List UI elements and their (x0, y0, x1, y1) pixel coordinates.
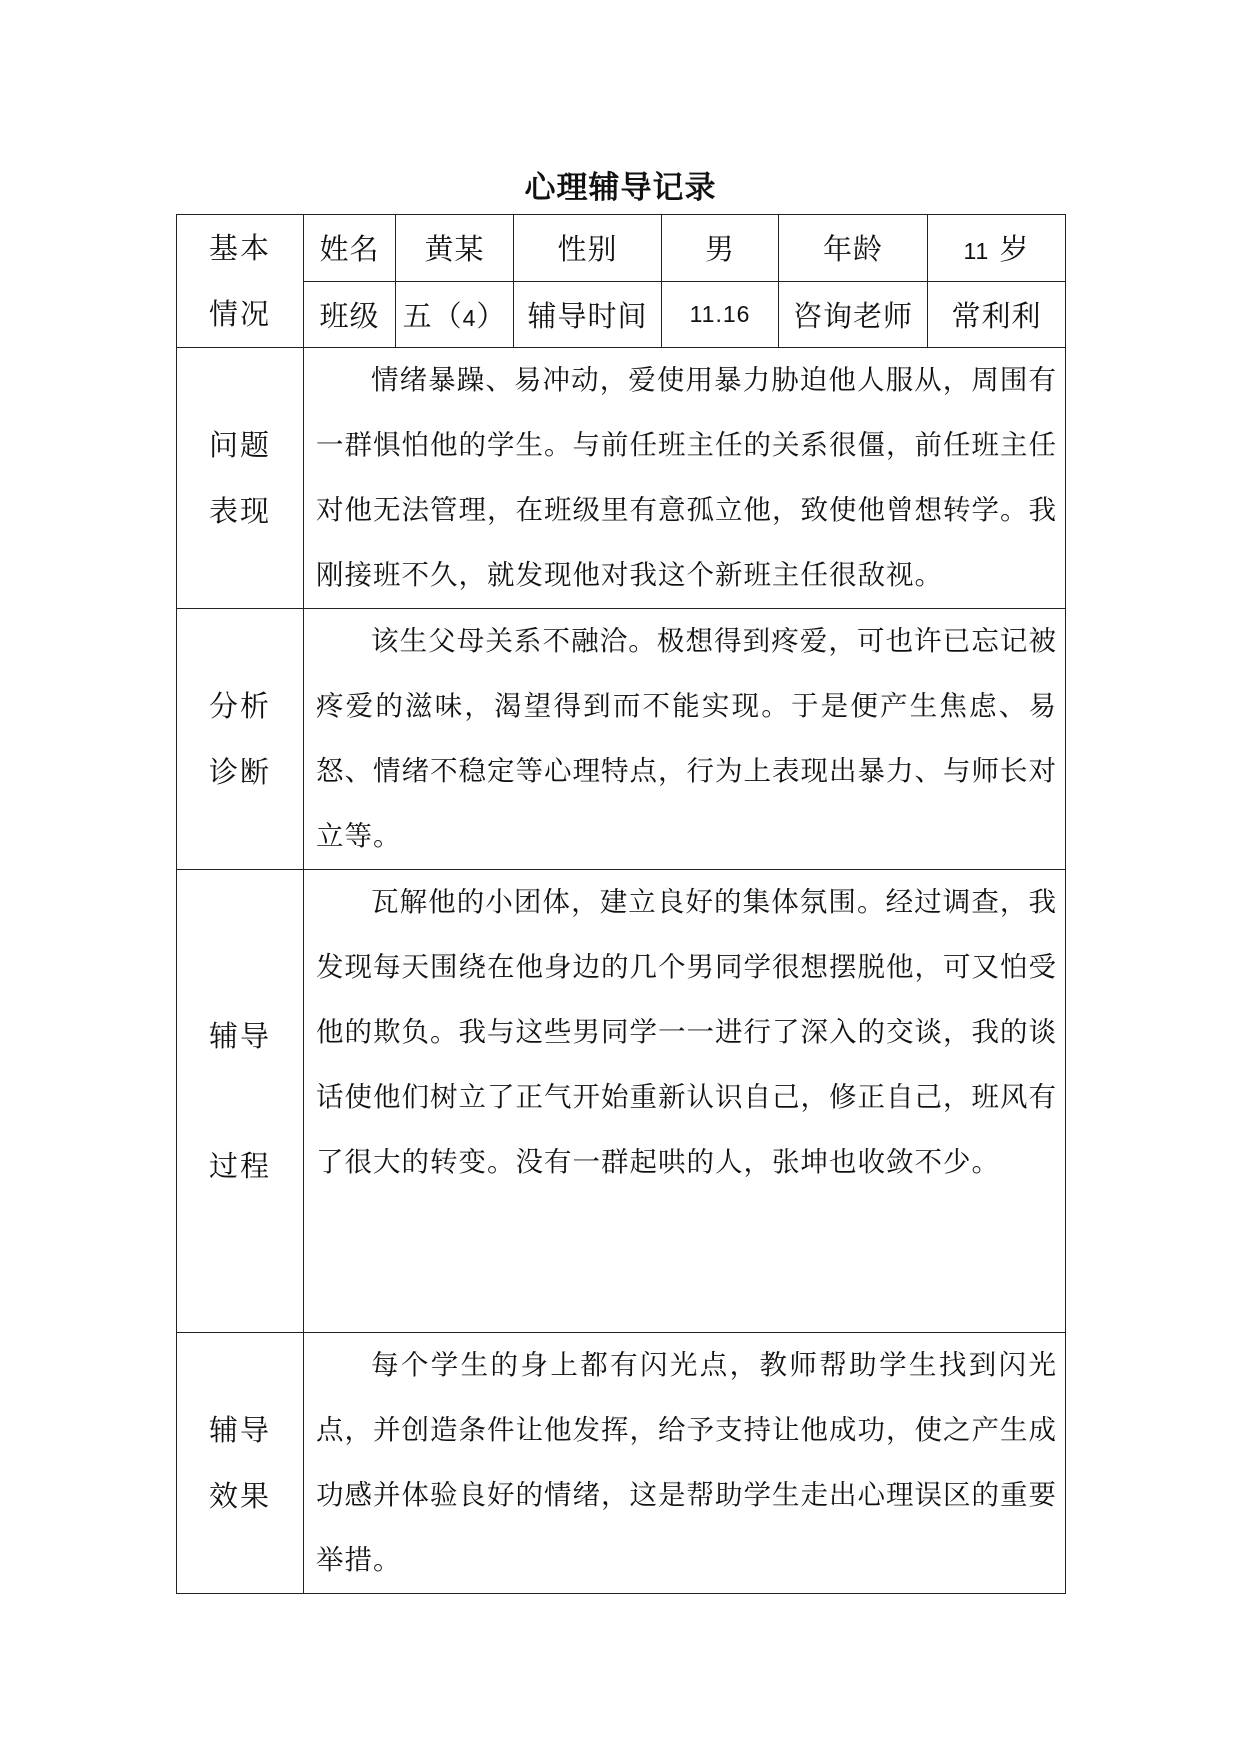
analysis-label-line2: 诊断 (208, 755, 271, 789)
process-text: 瓦解他的小团体，建立良好的集体氛围。经过调查，我发现每天围绕在他身边的几个男同学很想摆脱他，可又怕受他的欺负。我与这些男同学一一进行了深入的交谈，我的谈话使他们树立了正气开始重新认识自己，修正自己，班风有了很大的转变。没有一群起哄的人，张坤也收敛不少。 (304, 870, 1066, 1333)
teacher-value: 常利利 (928, 281, 1066, 348)
analysis-row (177, 609, 1066, 870)
basic-info-label-line1: 基本 (208, 231, 271, 265)
analysis-label (177, 609, 304, 870)
age-value-unit: 岁 (999, 232, 1030, 267)
teacher-label: 咨询老师 (779, 281, 928, 348)
basic-info-row-2 (177, 281, 1066, 348)
age-value (928, 215, 1066, 282)
class-value (396, 281, 514, 348)
class-value-number: 4 (462, 304, 477, 331)
effect-label-line2: 效果 (208, 1479, 271, 1513)
page-title: 心理辅导记录 (524, 170, 717, 206)
problem-text: 情绪暴躁、易冲动，爱使用暴力胁迫他人服从，周围有一群惧怕他的学生。与前任班主任的关系很僵，前任班主任对他无法管理，在班级里有意孤立他，致使他曾想转学。我刚接班不久，就发现他对我这个新班主任很敌视。 (304, 348, 1066, 609)
age-value-number: 11 (963, 238, 990, 265)
gender-label: 性别 (514, 215, 662, 282)
problem-row (177, 348, 1066, 609)
basic-info-label (177, 215, 304, 348)
name-value: 黄某 (396, 215, 514, 282)
effect-label-line1: 辅导 (208, 1413, 271, 1447)
effect-text: 每个学生的身上都有闪光点，教师帮助学生找到闪光点，并创造条件让他发挥，给予支持让他成功，使之产生成功感并体验良好的情绪，这是帮助学生走出心理误区的重要举措。 (304, 1333, 1066, 1594)
counseling-record-table (176, 214, 1066, 1594)
process-row (177, 870, 1066, 1333)
effect-label (177, 1333, 304, 1594)
analysis-label-line1: 分析 (208, 689, 271, 723)
counseling-time-label: 辅导时间 (514, 281, 662, 348)
effect-row (177, 1333, 1066, 1594)
process-label (177, 870, 304, 1333)
class-value-suffix: ） (476, 298, 507, 333)
name-label: 姓名 (304, 215, 396, 282)
class-label: 班级 (304, 281, 396, 348)
gender-value: 男 (662, 215, 779, 282)
counseling-time-value: 11.16 (662, 281, 779, 348)
class-value-prefix: 五（ (402, 298, 463, 333)
problem-label-line1: 问题 (208, 428, 271, 462)
basic-info-row-1 (177, 215, 1066, 282)
problem-label-line2: 表现 (208, 494, 271, 528)
process-label-spacer (177, 1069, 303, 1133)
analysis-text: 该生父母关系不融洽。极想得到疼爱，可也许已忘记被疼爱的滋味，渴望得到而不能实现。于是便产生焦虑、易怒、情绪不稳定等心理特点，行为上表现出暴力、与师长对立等。 (304, 609, 1066, 870)
process-label-line1: 辅导 (208, 1019, 271, 1053)
age-label: 年龄 (779, 215, 928, 282)
problem-label (177, 348, 304, 609)
process-label-line2: 过程 (208, 1149, 271, 1183)
basic-info-label-line2: 情况 (208, 297, 271, 331)
